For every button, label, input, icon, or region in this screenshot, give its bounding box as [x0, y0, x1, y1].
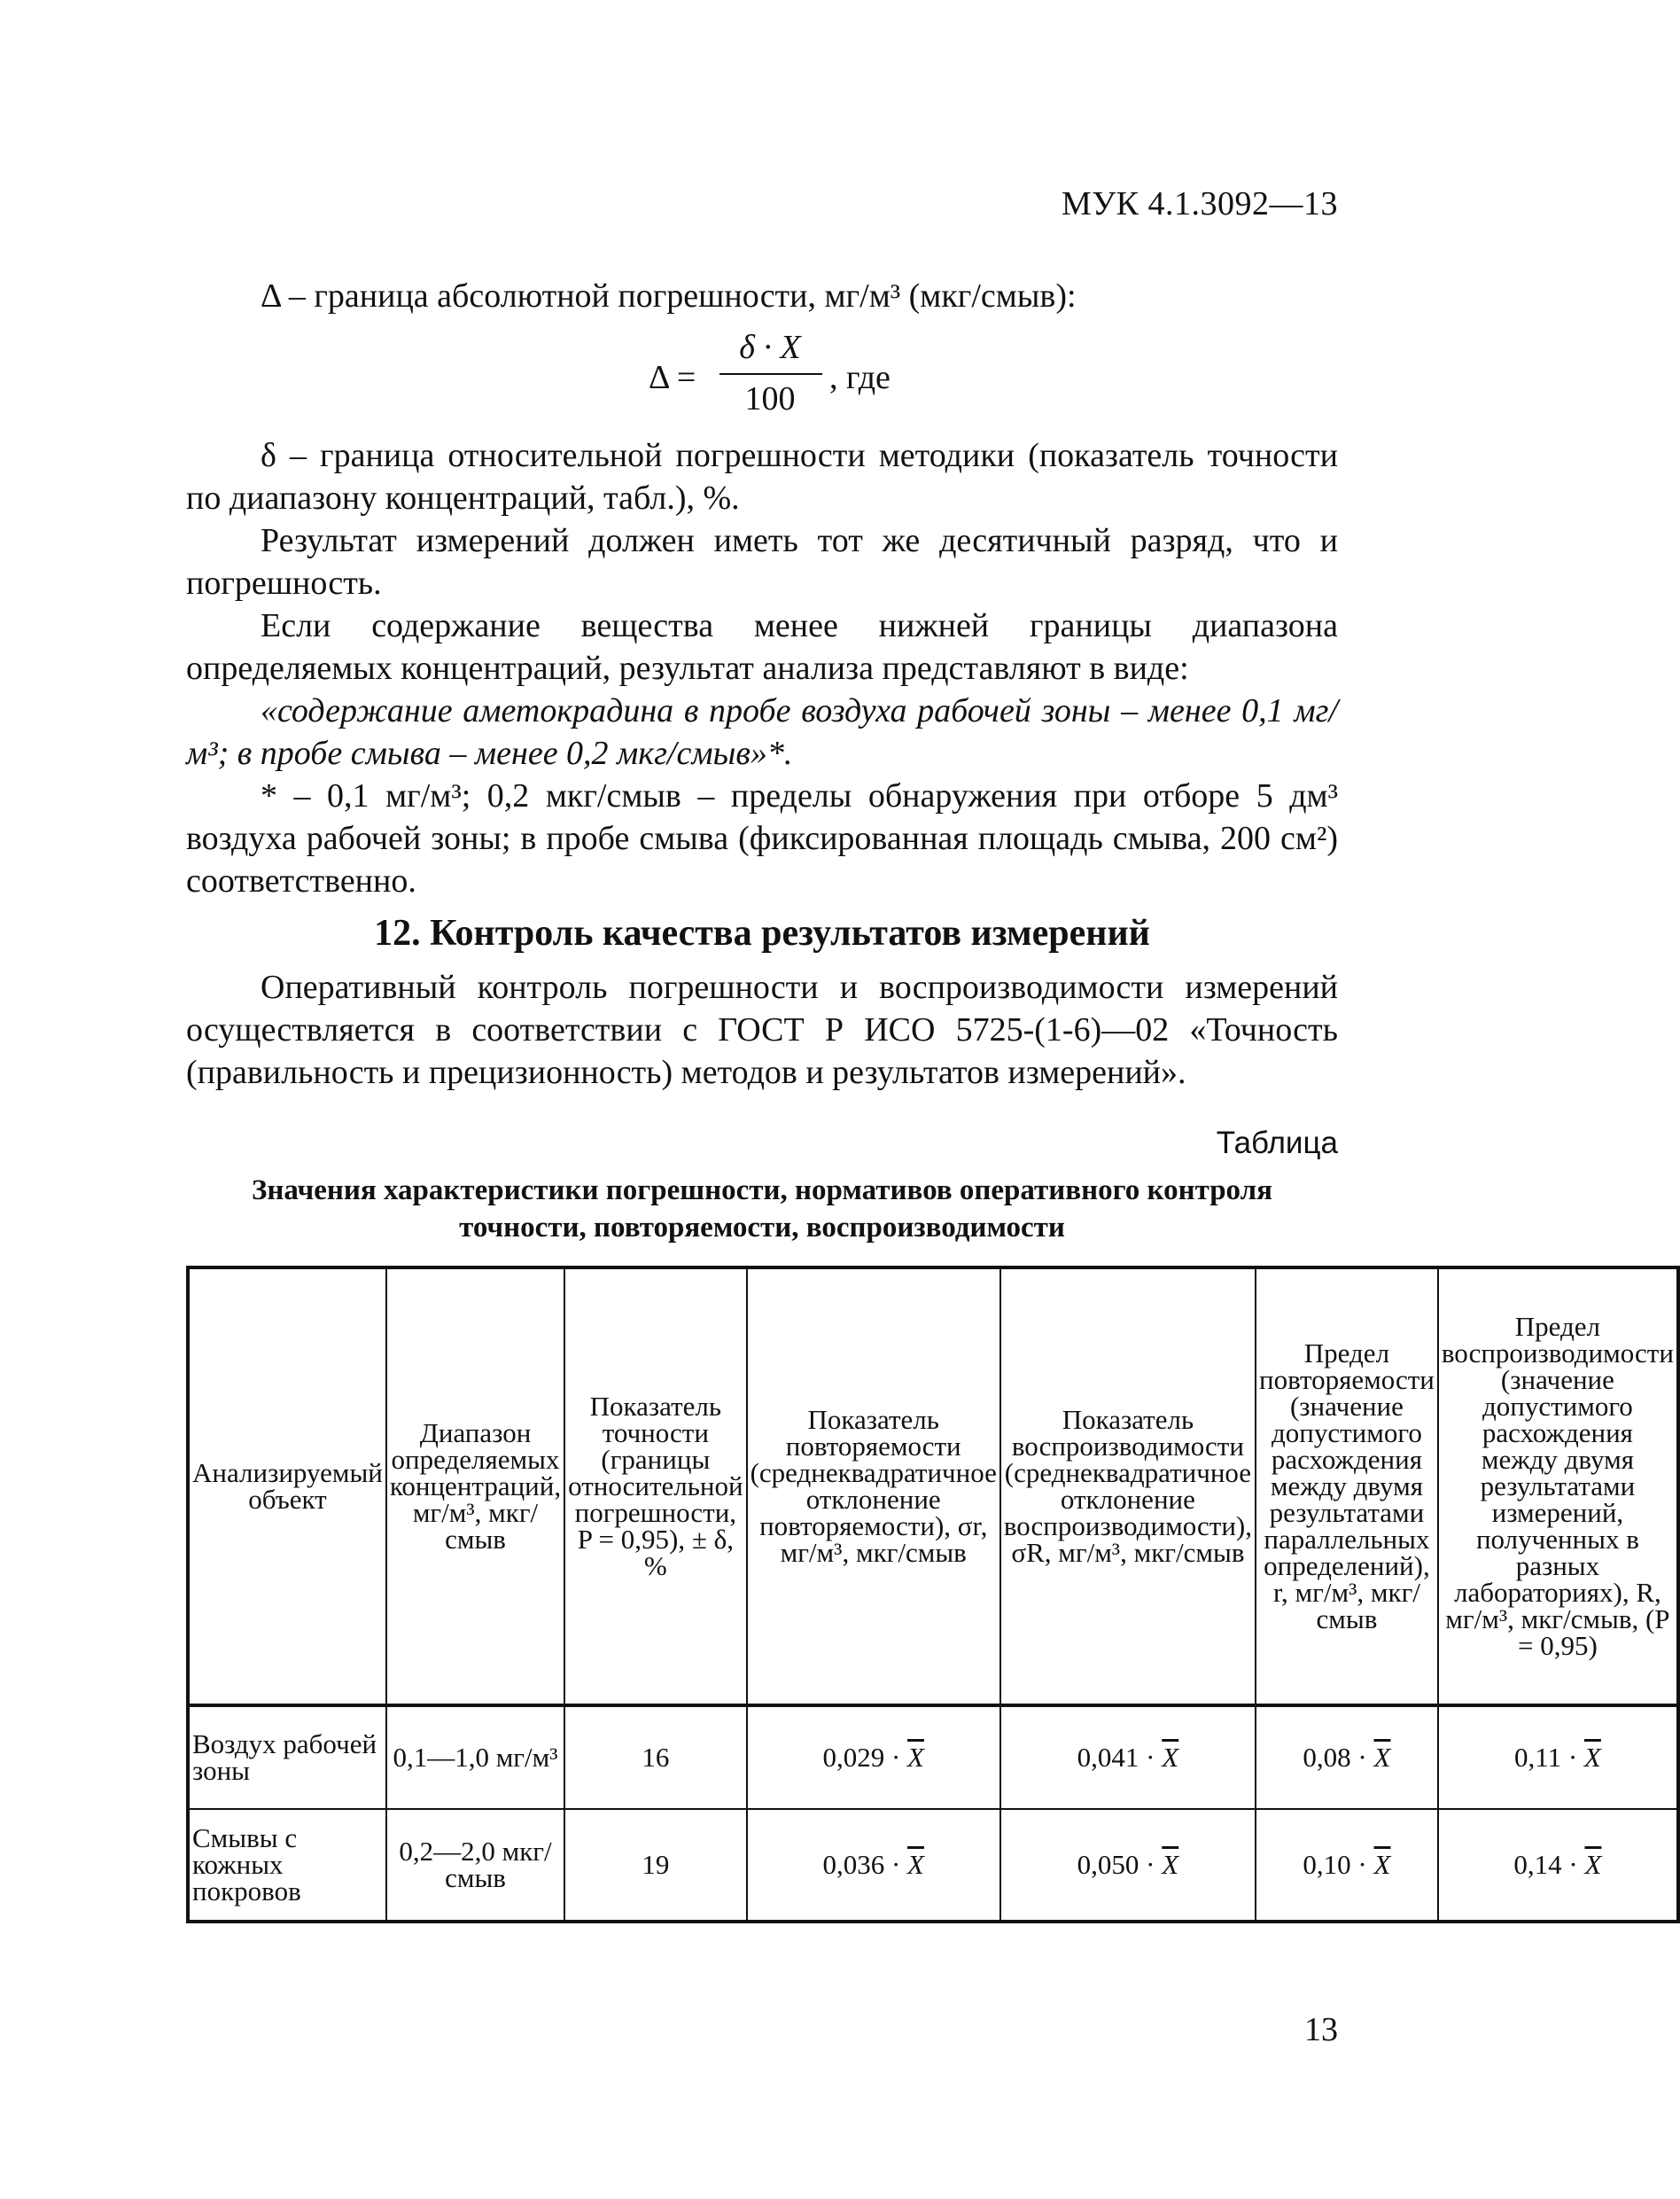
table-header-cell: Диапазон определяемых концентраций, мг/м³, мкг/смыв: [386, 1267, 564, 1705]
fraction-bar: [719, 373, 822, 375]
formula-lhs: Δ =: [649, 359, 696, 396]
paragraph-decimal: Результат измерений должен иметь тот же десятичный разряд, что и погрешность.: [186, 522, 1338, 602]
formula-denominator: 100: [744, 380, 796, 417]
coefficient: 0,050 ·: [1077, 1849, 1155, 1880]
table-header-cell: Анализируемый объект: [188, 1267, 386, 1705]
mean-x: $\overline{X}$: [1162, 1742, 1179, 1773]
paragraph-delta-relative: δ – граница относительной погрешности методики (показатель точности по диапазону концентраций, табл.), %.: [186, 437, 1338, 517]
table-cell-object: Воздух рабочей зоны: [188, 1705, 386, 1809]
table-header-cell: Предел повторяемости (значение допустимого расхождения между двумя результатами параллельных определений), r, мг/м³, мкг/смыв: [1256, 1267, 1438, 1705]
delta-formula: [649, 328, 1003, 425]
table-cell-sigma-r: [747, 1809, 1000, 1922]
accuracy-table: [186, 1266, 1680, 1923]
table-label: Таблица: [1216, 1126, 1338, 1160]
mean-x: $\overline{X}$: [1583, 1742, 1601, 1773]
body-paragraphs: [186, 434, 1338, 902]
table-header-cell: Предел воспроизводимости (значение допустимого расхождения между двумя результатами измерений, полученных в разных лабораториях), R, мг/м³, мкг/смыв, (P = 0,95): [1438, 1267, 1678, 1705]
table-header-cell: Показатель точности (границы относительной погрешности, P = 0,95), ± δ, %: [564, 1267, 746, 1705]
table-cell-range: 0,2—2,0 мкг/смыв: [386, 1809, 564, 1922]
delta-definition: Δ – граница абсолютной погрешности, мг/м³ (мкг/смыв):: [261, 277, 1077, 315]
coefficient: 0,08 ·: [1303, 1742, 1367, 1773]
page-number: 13: [1304, 2011, 1338, 2048]
formula-suffix: , где: [829, 359, 891, 396]
formula-numerator: δ · X: [739, 329, 801, 366]
mean-x: $\overline{X}$: [907, 1849, 924, 1880]
table-header-cell: Показатель повторяемости (среднеквадратичное отклонение повторяемости), σr, мг/м³, мкг/смыв: [747, 1267, 1000, 1705]
table-cell-object: Смывы с кожных покровов: [188, 1809, 386, 1922]
mean-x: $\overline{X}$: [1162, 1849, 1179, 1880]
table-cell-R: [1438, 1705, 1678, 1809]
table-cell-R: [1438, 1809, 1678, 1922]
coefficient: 0,10 ·: [1303, 1849, 1367, 1880]
coefficient: 0,11 ·: [1513, 1742, 1578, 1773]
coefficient: 0,029 ·: [822, 1742, 901, 1773]
coefficient: 0,036 ·: [822, 1849, 901, 1880]
mean-x: $\overline{X}$: [1584, 1849, 1602, 1880]
table-header-cell: Показатель воспроизводимости (среднеквадратичное отклонение воспроизводимости), σR, мг/м³, мкг/смыв: [1000, 1267, 1256, 1705]
table-cell-range: 0,1—1,0 мг/м³: [386, 1705, 564, 1809]
section-text: Оперативный контроль погрешности и воспроизводимости измерений осуществляется в соответствии с ГОСТ Р ИСО 5725-(1-6)—02 «Точность (правильность и прецизионность) методов и результатов измерений».: [186, 969, 1338, 1091]
coefficient: 0,041 ·: [1077, 1742, 1155, 1773]
paragraph-below-range: Если содержание вещества менее нижней границы диапазона определяемых концентраций, результат анализа представляют в виде:: [186, 607, 1338, 687]
table-cell-sigma-R: [1000, 1705, 1256, 1809]
paragraph-result-form: «содержание аметокрадина в пробе воздуха рабочей зоны – менее 0,1 мг/м³; в пробе смыва – менее 0,2 мкг/смыв»*.: [186, 692, 1338, 772]
table-cell-sigma-R: [1000, 1809, 1256, 1922]
mean-x: $\overline{X}$: [1373, 1849, 1391, 1880]
document-code: МУК 4.1.3092—13: [1061, 185, 1338, 222]
table-cell-delta: 16: [564, 1705, 746, 1809]
table-row: [188, 1705, 1678, 1809]
coefficient: 0,14 ·: [1513, 1849, 1578, 1880]
table-row: [188, 1809, 1678, 1922]
table-cell-sigma-r: [747, 1705, 1000, 1809]
table-header-row: [188, 1267, 1678, 1705]
section-title: 12. Контроль качества результатов измерений: [374, 913, 1150, 954]
mean-x: $\overline{X}$: [1373, 1742, 1391, 1773]
table-cell-r: [1256, 1809, 1438, 1922]
paragraph-footnote: * – 0,1 мг/м³; 0,2 мкг/смыв – пределы обнаружения при отборе 5 дм³ воздуха рабочей зоны; в пробе смыва (фиксированная площадь смыва, 200 см²) соответственно.: [186, 777, 1338, 900]
table-caption: Значения характеристики погрешности, нормативов оперативного контроля точности, повторяемости, воспроизводимости: [251, 1174, 1272, 1244]
table-cell-r: [1256, 1705, 1438, 1809]
table-cell-delta: 19: [564, 1809, 746, 1922]
mean-x: $\overline{X}$: [907, 1742, 924, 1773]
